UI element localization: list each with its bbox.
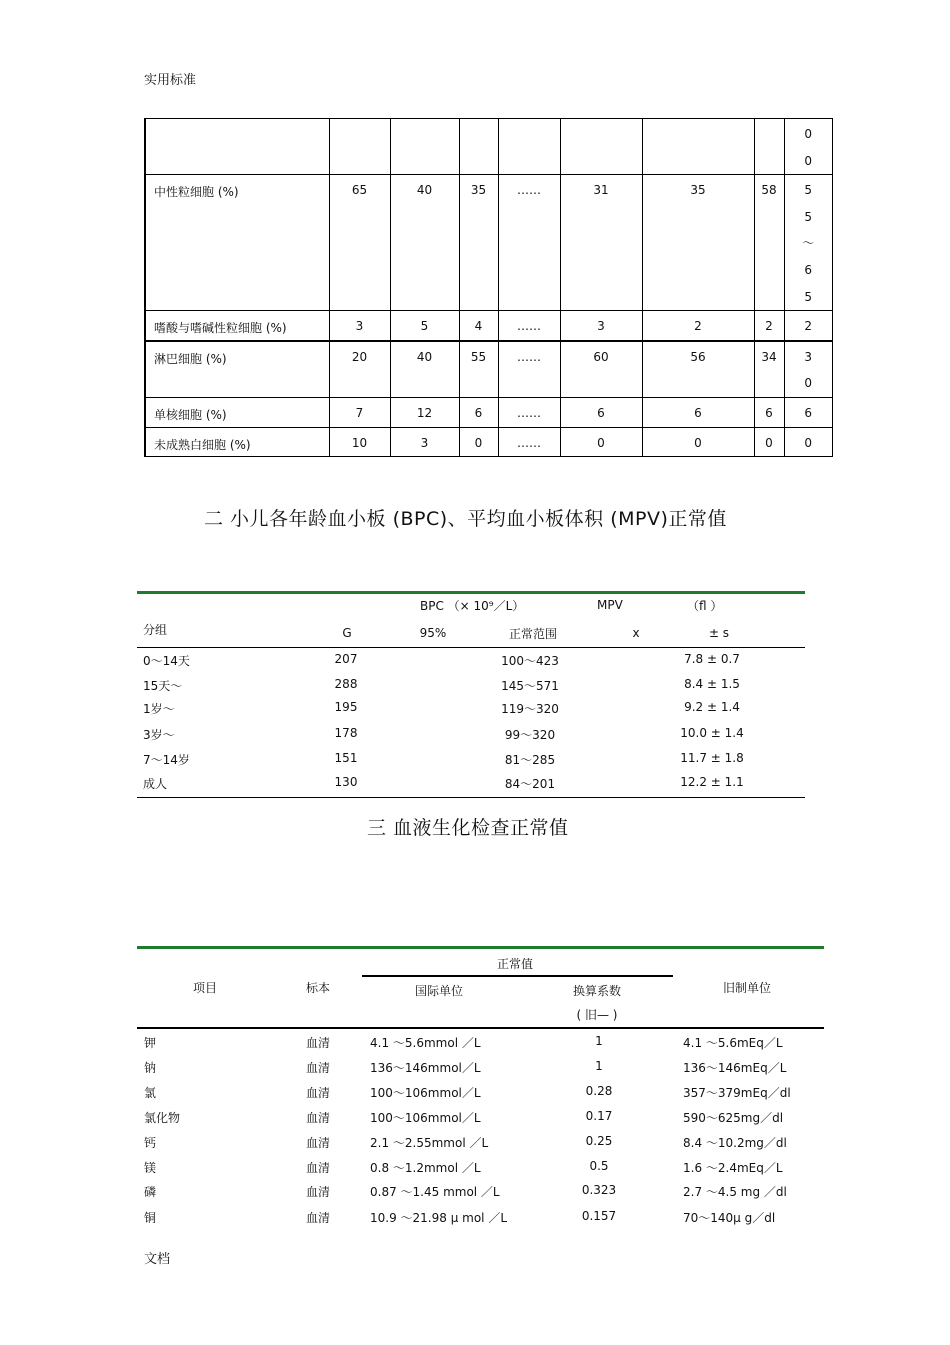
header-factor: 换算系数	[572, 984, 622, 998]
last-column-cell	[784, 119, 833, 175]
cell-group: 7～14岁	[143, 753, 190, 767]
table-top-rule	[137, 591, 805, 594]
cell-value: ……	[498, 341, 560, 398]
cell-value: 3	[390, 427, 459, 457]
header-group: 分组	[143, 623, 168, 637]
stacked-char: 6	[804, 262, 813, 277]
cell-range: 99～320	[504, 728, 556, 742]
cell-mpv: 8.4 ± 1.5	[684, 677, 740, 691]
cell-specimen: 血清	[306, 1111, 331, 1125]
cell-value	[560, 119, 642, 175]
cell-value: 31	[560, 175, 642, 311]
last-column-cell	[784, 397, 833, 427]
header-rule	[137, 1027, 824, 1029]
stacked-char: 2	[804, 319, 813, 334]
cell-si-unit: 0.87 ～1.45 mmol ／L	[370, 1185, 500, 1199]
cell-mpv: 9.2 ± 1.4	[684, 700, 740, 714]
stacked-char: 5	[804, 183, 813, 198]
cell-g: 130	[334, 775, 358, 789]
cell-g: 195	[334, 700, 358, 714]
cell-value: 34	[754, 341, 784, 398]
last-column-cell	[784, 311, 833, 341]
cell-item: 氯	[144, 1086, 157, 1100]
cell-specimen: 血清	[306, 1185, 331, 1199]
cell-range: 145～571	[501, 679, 559, 693]
cell-value: 6	[459, 397, 498, 427]
cell-item: 铜	[144, 1211, 157, 1225]
table-top-rule	[137, 946, 824, 949]
cell-value: ……	[498, 175, 560, 311]
cell-value: 10	[329, 427, 390, 457]
cell-specimen: 血清	[306, 1211, 331, 1225]
cell-value: 55	[459, 341, 498, 398]
cell-value: 5	[390, 311, 459, 341]
cell-value: 2	[642, 311, 754, 341]
cell-si-unit: 10.9 ～21.98 μ mol ／L	[370, 1211, 508, 1225]
cell-value: ……	[498, 311, 560, 341]
cell-old-unit: 70～140μ g／dl	[683, 1211, 776, 1225]
stacked-char: 0	[804, 153, 813, 168]
cell-value: 2	[754, 311, 784, 341]
cell-value: 0	[560, 427, 642, 457]
row-label: 嗜酸与嗜碱性粒细胞 (%)	[145, 311, 329, 341]
table-row	[145, 341, 833, 398]
header-mpv: MPV	[597, 598, 623, 612]
header-si: 国际单位	[414, 984, 464, 998]
last-column-cell	[784, 175, 833, 311]
cell-si-unit: 0.8 ～1.2mmol ／L	[370, 1161, 481, 1175]
header-x: x	[632, 626, 640, 640]
cell-si-unit: 136～146mmol／L	[370, 1061, 481, 1075]
cell-range: 119～320	[501, 702, 559, 716]
last-column-cell	[784, 341, 833, 398]
header-g: G	[342, 626, 352, 640]
cell-group: 成人	[143, 777, 168, 791]
cell-value: 35	[642, 175, 754, 311]
cell-value	[329, 119, 390, 175]
cell-old-unit: 357～379mEq／dl	[683, 1086, 791, 1100]
cell-group: 0～14天	[143, 654, 190, 668]
cell-si-unit: 100～106mmol／L	[370, 1111, 481, 1125]
cell-item: 镁	[144, 1161, 157, 1175]
cell-value: 6	[754, 397, 784, 427]
table-row	[145, 119, 833, 175]
cell-old-unit: 8.4 ～10.2mg／dl	[683, 1136, 787, 1150]
cell-item: 钠	[144, 1061, 157, 1075]
cell-specimen: 血清	[306, 1086, 331, 1100]
header-rule	[137, 647, 805, 648]
page-footer: 文档	[144, 1252, 171, 1267]
cell-value: 7	[329, 397, 390, 427]
cell-old-unit: 4.1 ～5.6mEq／L	[683, 1036, 783, 1050]
cell-mpv: 7.8 ± 0.7	[684, 652, 740, 666]
cell-range: 84～201	[504, 777, 556, 791]
cell-old-unit: 590～625mg／dl	[683, 1111, 784, 1125]
cell-mpv: 11.7 ± 1.8	[680, 751, 744, 765]
cell-value	[642, 119, 754, 175]
cell-g: 178	[334, 726, 358, 740]
cell-value: 35	[459, 175, 498, 311]
cell-item: 氯化物	[144, 1111, 181, 1125]
cell-value: 20	[329, 341, 390, 398]
cell-value: ……	[498, 427, 560, 457]
cell-value: 0	[754, 427, 784, 457]
cell-value	[390, 119, 459, 175]
cell-factor: 1	[595, 1034, 603, 1048]
table-row	[145, 311, 833, 341]
header-fl: （fl ）	[687, 599, 723, 613]
cell-old-unit: 2.7 ～4.5 mg ／dl	[683, 1185, 787, 1199]
header-old-unit: 旧制单位	[722, 981, 772, 995]
cell-value: 6	[560, 397, 642, 427]
cell-factor: 0.17	[585, 1109, 613, 1123]
cell-value: 40	[390, 341, 459, 398]
cell-factor: 0.25	[585, 1134, 613, 1148]
stacked-char: 0	[804, 435, 813, 450]
row-label: 未成熟白细胞 (%)	[145, 427, 329, 457]
cell-si-unit: 2.1 ～2.55mmol ／L	[370, 1136, 489, 1150]
platelet-table	[137, 591, 805, 799]
cell-mpv: 12.2 ± 1.1	[680, 775, 744, 789]
cell-mpv: 10.0 ± 1.4	[680, 726, 744, 740]
stacked-char: 0	[804, 376, 813, 391]
stacked-char: 6	[804, 405, 813, 420]
cell-value	[459, 119, 498, 175]
cell-value: 0	[459, 427, 498, 457]
cell-factor: 0.157	[581, 1209, 617, 1223]
cell-value: ……	[498, 397, 560, 427]
cell-value: 6	[642, 397, 754, 427]
row-label	[145, 119, 329, 175]
cell-value: 12	[390, 397, 459, 427]
table-row	[145, 397, 833, 427]
header-bpc: BPC （× 10⁹／L）	[420, 599, 525, 613]
cell-g: 151	[334, 751, 358, 765]
cell-factor: 0.323	[581, 1183, 617, 1197]
cell-specimen: 血清	[306, 1161, 331, 1175]
cell-specimen: 血清	[306, 1036, 331, 1050]
cell-value: 3	[560, 311, 642, 341]
cell-value: 58	[754, 175, 784, 311]
table-row	[145, 175, 833, 311]
cell-si-unit: 100～106mmol／L	[370, 1086, 481, 1100]
stacked-char: 3	[804, 349, 813, 364]
cell-g: 288	[334, 677, 358, 691]
cell-specimen: 血清	[306, 1061, 331, 1075]
cell-group: 3岁～	[143, 728, 175, 742]
blood-cell-table	[144, 118, 833, 457]
cell-item: 钾	[144, 1036, 157, 1050]
cell-value	[754, 119, 784, 175]
cell-item: 磷	[144, 1185, 157, 1199]
row-label: 淋巴细胞 (%)	[145, 341, 329, 398]
cell-range: 81～285	[504, 753, 556, 767]
header-sd: ± s	[708, 626, 730, 640]
header-normal: 正常值	[496, 957, 534, 971]
cell-value: 40	[390, 175, 459, 311]
cell-item: 钙	[144, 1136, 157, 1150]
last-column-cell	[784, 427, 833, 457]
header-item: 项目	[192, 981, 218, 995]
cell-factor: 0.5	[589, 1159, 609, 1173]
cell-value: 3	[329, 311, 390, 341]
cell-old-unit: 1.6 ～2.4mEq／L	[683, 1161, 783, 1175]
bottom-rule	[137, 797, 805, 798]
table-row	[145, 427, 833, 457]
cell-group: 1岁～	[143, 702, 175, 716]
section2-title: 二 小儿各年龄血小板 (BPC)、平均血小板体积 (MPV)正常值	[204, 508, 727, 530]
normal-value-rule	[362, 975, 673, 977]
stacked-char: 0	[804, 127, 813, 141]
cell-specimen: 血清	[306, 1136, 331, 1150]
row-label: 中性粒细胞 (%)	[145, 175, 329, 311]
cell-value: 4	[459, 311, 498, 341]
cell-group: 15天～	[143, 679, 183, 693]
stacked-char: 5	[804, 209, 813, 224]
section3-title: 三 血液生化检查正常值	[367, 817, 569, 839]
cell-value: 65	[329, 175, 390, 311]
cell-value: 56	[642, 341, 754, 398]
stacked-char: ～	[802, 236, 815, 251]
cell-g: 207	[334, 652, 358, 666]
biochemistry-table	[137, 946, 824, 1231]
cell-factor: 0.28	[585, 1084, 613, 1098]
header-range: 正常范围	[508, 627, 558, 641]
header-95: 95%	[419, 626, 447, 640]
cell-value	[498, 119, 560, 175]
cell-si-unit: 4.1 ～5.6mmol ／L	[370, 1036, 481, 1050]
cell-value: 60	[560, 341, 642, 398]
cell-value: 0	[642, 427, 754, 457]
cell-old-unit: 136～146mEq／L	[683, 1061, 787, 1075]
row-label: 单核细胞 (%)	[145, 397, 329, 427]
header-specimen: 标本	[305, 981, 331, 995]
cell-range: 100～423	[501, 654, 559, 668]
cell-factor: 1	[595, 1059, 603, 1073]
stacked-char: 5	[804, 289, 813, 304]
header-factor-note: ( 旧— )	[576, 1008, 618, 1022]
page-header: 实用标准	[144, 73, 197, 88]
